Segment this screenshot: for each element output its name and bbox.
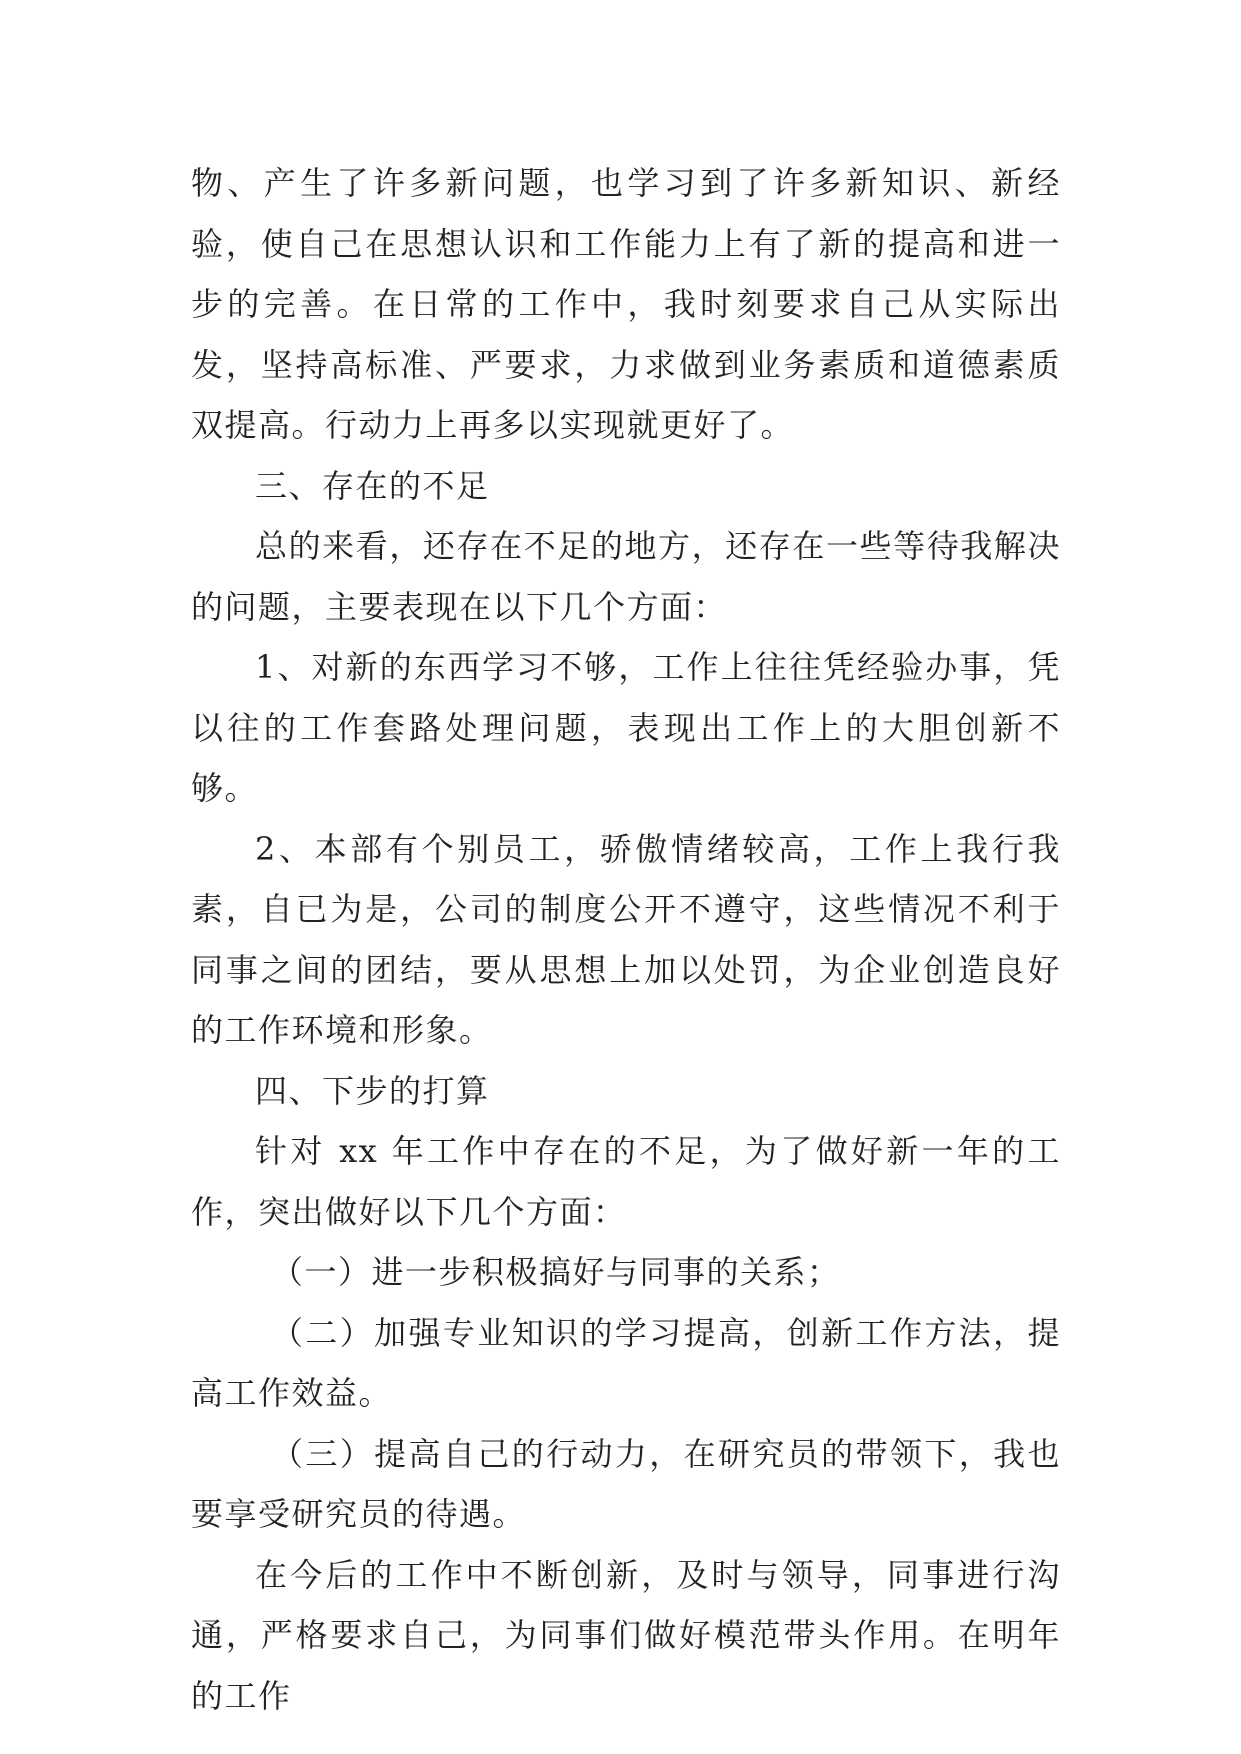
section-heading-plan: 四、下步的打算 — [255, 1071, 490, 1110]
paragraph-continued: 物、产生了许多新问题，也学习到了许多新知识、新经验，使自己在思想认识和工作能力上有了新的提高和进一步的完善。在日常的工作中，我时刻要求自己从实际出发，坚持高标准、严要求，力求做到业务素质和道德素质双提高。行动力上再多以实现就更好了。 — [191, 164, 1061, 444]
document-body — [191, 153, 1061, 1726]
section-heading-shortcomings: 三、存在的不足 — [255, 466, 490, 505]
paragraph-summary: 总的来看，还存在不足的地方，还存在一些等待我解决的问题，主要表现在以下几个方面： — [191, 527, 1061, 626]
plan-item-3: （三）提高自己的行动力，在研究员的带领下，我也要享受研究员的待遇。 — [191, 1434, 1061, 1533]
plan-item-2: （二）加强专业知识的学习提高，创新工作方法，提高工作效益。 — [191, 1313, 1061, 1412]
paragraph-plan: 针对 xx 年工作中存在的不足，为了做好新一年的工作，突出做好以下几个方面： — [191, 1132, 1061, 1231]
plan-item-1: （一）进一步积极搞好与同事的关系； — [271, 1253, 841, 1291]
list-item-1: 1、对新的东西学习不够，工作上往往凭经验办事，凭以往的工作套路处理问题，表现出工作上的大胆创新不够。 — [191, 648, 1061, 807]
paragraph-closing: 在今后的工作中不断创新，及时与领导，同事进行沟通，严格要求自己，为同事们做好模范带头作用。在明年的工作 — [191, 1555, 1061, 1715]
list-item-2: 2、本部有个别员工，骄傲情绪较高，工作上我行我素，自已为是，公司的制度公开不遵守，这些情况不利于同事之间的团结，要从思想上加以处罚，为企业创造良好的工作环境和形象。 — [191, 829, 1061, 1049]
